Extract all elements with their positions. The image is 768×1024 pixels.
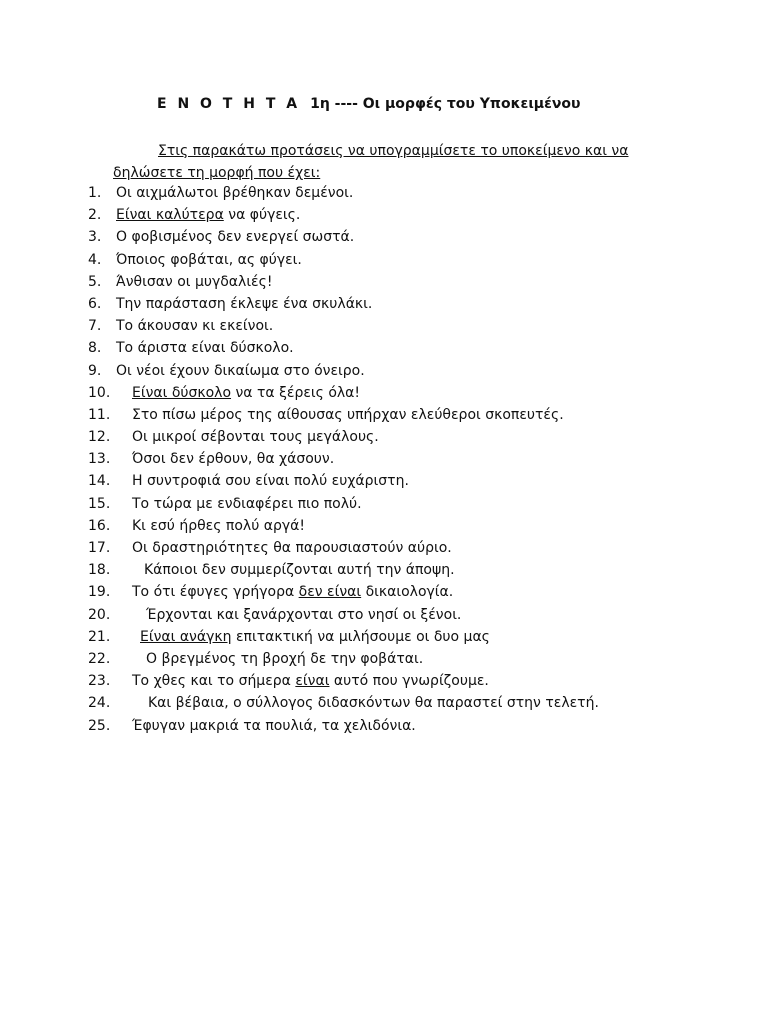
underlined-segment: Είναι καλύτερα [116, 207, 224, 224]
sentence-item [0, 626, 768, 648]
title-text: 1η ---- Οι μορφές του Υποκειμένου [310, 96, 581, 112]
text-segment: Το άκουσαν κι εκείνοι. [116, 318, 274, 335]
sentence-text [132, 670, 489, 692]
sentence-item [0, 581, 768, 603]
sentence-item [0, 226, 768, 248]
sentence-item [0, 337, 768, 359]
text-segment: Την παράσταση έκλεψε ένα σκυλάκι. [116, 295, 373, 312]
sentence-text [132, 426, 379, 448]
text-segment: Το τώρα με ενδιαφέρει πιο πολύ. [132, 495, 362, 512]
sentence-number: 13. [88, 451, 111, 468]
sentence-text [116, 337, 294, 359]
text-segment: αυτό που γνωρίζουμε. [329, 673, 489, 690]
text-segment: Το άριστα είναι δύσκολο. [116, 340, 294, 357]
sentence-number: 15. [88, 495, 111, 512]
sentence-number: 4. [88, 251, 102, 268]
sentence-text [132, 448, 334, 470]
sentence-text [116, 204, 300, 226]
text-segment: Έρχονται και ξανάρχονται στο νησί οι ξένοι. [146, 606, 462, 623]
sentence-item [0, 515, 768, 537]
sentence-number: 3. [88, 229, 102, 246]
sentence-number: 20. [88, 606, 111, 623]
sentence-item [0, 204, 768, 226]
text-segment: Οι μικροί σέβονται τους μεγάλους. [132, 429, 379, 446]
sentence-text [148, 692, 599, 714]
sentence-number: 1. [88, 185, 102, 201]
sentence-text [146, 604, 461, 626]
sentence-number: 7. [88, 318, 102, 335]
text-segment: δικαιολογία. [361, 584, 454, 601]
text-segment: Το χθες και το σήμερα [132, 673, 296, 690]
text-segment: Οι δραστηριότητες θα παρουσιαστούν αύριο. [132, 540, 452, 556]
sentence-number: 21. [88, 628, 111, 645]
sentence-text [116, 226, 354, 248]
sentence-item [0, 493, 768, 515]
sentence-item [0, 670, 768, 692]
sentence-number: 17. [88, 540, 111, 556]
sentence-item [0, 293, 768, 315]
underlined-segment: δεν είναι [298, 584, 362, 601]
text-segment: Οι αιχμάλωτοι βρέθηκαν δεμένοι. [116, 185, 354, 201]
sentence-number: 12. [88, 429, 111, 446]
text-segment: Άνθισαν οι μυγδαλιές! [116, 273, 273, 290]
sentence-text [116, 315, 273, 337]
sentence-text [132, 404, 564, 426]
sentence-number: 11. [88, 406, 111, 423]
instruction-text: Στις παρακάτω προτάσεις να υπογραμμίσετε το υποκείμενο και να δηλώσετε τη μορφή που έχει: [113, 143, 629, 181]
sentence-number: 25. [88, 717, 111, 734]
text-segment: Και βέβαια, ο σύλλογος διδασκόντων θα παραστεί στην τελετή. [148, 695, 599, 712]
sentence-item [0, 559, 768, 581]
text-segment: Η συντροφιά σου είναι πολύ ευχάριστη. [132, 473, 409, 490]
text-segment: Ο φοβισμένος δεν ενεργεί σωστά. [116, 229, 355, 246]
sentence-text [132, 537, 452, 559]
sentence-item [0, 360, 768, 382]
text-segment: Στο πίσω μέρος της αίθουσας υπήρχαν ελεύθεροι σκοπευτές. [132, 406, 564, 423]
sentence-text [132, 493, 362, 515]
sentence-item [0, 249, 768, 271]
sentence-number: 5. [88, 273, 102, 290]
section-label: Ε Ν Ο Τ Η Τ Α [157, 96, 301, 112]
sentence-item [0, 448, 768, 470]
sentence-text [132, 715, 416, 737]
sentence-text [116, 271, 272, 293]
sentence-number: 16. [88, 517, 111, 534]
sentence-number: 10. [88, 384, 111, 401]
page-title [157, 96, 580, 112]
text-segment: Οι νέοι έχουν δικαίωμα στο όνειρο. [116, 362, 365, 379]
sentence-item [0, 470, 768, 492]
sentence-text [144, 559, 455, 581]
sentence-number: 22. [88, 650, 111, 667]
sentence-number: 14. [88, 473, 111, 490]
sentence-item [0, 404, 768, 426]
text-segment: Όποιος φοβάται, ας φύγει. [116, 251, 302, 268]
sentence-item [0, 426, 768, 448]
sentence-item [0, 537, 768, 559]
text-segment: Έφυγαν μακριά τα πουλιά, τα χελιδόνια. [132, 717, 416, 734]
sentence-item [0, 715, 768, 737]
underlined-segment: είναι [295, 673, 330, 690]
sentence-text [116, 293, 372, 315]
text-segment: Το ότι έφυγες γρήγορα [132, 584, 299, 601]
text-segment: επιτακτική να μιλήσουμε οι δυο μας [231, 628, 490, 645]
sentence-text [146, 648, 423, 670]
sentence-item [0, 692, 768, 714]
sentence-number: 2. [88, 207, 102, 224]
sentence-text [116, 360, 365, 382]
sentence-number: 19. [88, 584, 111, 601]
sentence-item [0, 315, 768, 337]
sentence-number: 24. [88, 695, 111, 712]
sentence-text [116, 182, 353, 204]
text-segment: Κάποιοι δεν συμμερίζονται αυτή την άποψη. [144, 562, 455, 579]
text-segment: να τα ξέρεις όλα! [231, 384, 361, 401]
text-segment: Όσοι δεν έρθουν, θα χάσουν. [132, 451, 335, 468]
sentence-text [132, 515, 305, 537]
sentence-text [116, 249, 302, 271]
text-segment: να φύγεις. [223, 207, 301, 224]
sentence-number: 6. [88, 295, 102, 312]
underlined-segment: Είναι ανάγκη [140, 628, 232, 645]
sentence-item [0, 182, 768, 204]
sentence-number: 23. [88, 673, 111, 690]
underlined-segment: Είναι δύσκολο [132, 384, 232, 401]
sentence-text [132, 581, 453, 603]
sentence-text [140, 626, 490, 648]
sentence-list [0, 182, 768, 737]
sentence-number: 9. [88, 362, 102, 379]
sentence-number: 18. [88, 562, 111, 579]
text-segment: Κι εσύ ήρθες πολύ αργά! [132, 517, 305, 534]
sentence-item [0, 382, 768, 404]
sentence-text [132, 470, 409, 492]
sentence-item [0, 648, 768, 670]
sentence-number: 8. [88, 340, 102, 357]
text-segment: Ο βρεγμένος τη βροχή δε την φοβάται. [146, 650, 424, 667]
sentence-item [0, 271, 768, 293]
sentence-text [132, 382, 360, 404]
sentence-item [0, 604, 768, 626]
